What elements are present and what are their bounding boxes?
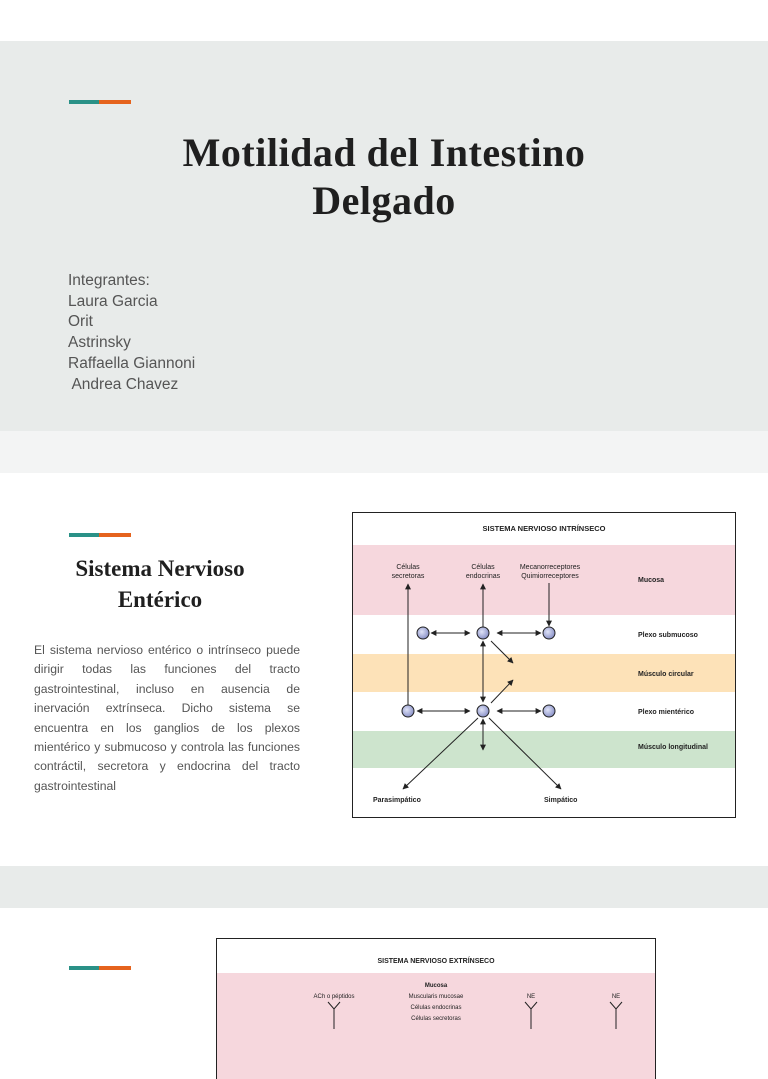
label-cells-endocrine-2: endocrinas [465, 573, 501, 580]
label-simpatico: Simpático [544, 797, 578, 804]
heading-line-1: Sistema Nervioso [75, 556, 245, 581]
layer-label-mucosa: Mucosa [638, 577, 665, 584]
label-cells-secretory: Células [396, 564, 420, 571]
title-line-2: Delgado [312, 178, 456, 223]
accent-bar [69, 533, 131, 537]
slide-enteric-system [0, 473, 768, 866]
diagram-header: SISTEMA NERVIOSO INTRÍNSECO [482, 524, 606, 533]
slide-gap [0, 431, 768, 473]
band-mucosa [353, 545, 735, 615]
intrinsic-nervous-system-diagram [352, 512, 736, 818]
layer-label-submucoso: Plexo submucoso [638, 632, 698, 639]
diagram-svg-2 [217, 939, 655, 1079]
slide-title [0, 41, 768, 431]
diagram-header-2: SISTEMA NERVIOSO EXTRÍNSECO [377, 958, 495, 965]
accent-bar [69, 100, 131, 104]
label-mucosa: Mucosa [424, 983, 448, 989]
label-cells-secretory: Células secretoras [411, 1016, 461, 1022]
slide-gap [0, 866, 768, 908]
label-ne-2: NE [611, 994, 621, 1000]
extrinsic-nervous-system-diagram [216, 938, 656, 1079]
layer-label-mienterico: Plexo mientérico [638, 709, 695, 716]
label-chemoreceptors: Quimiorreceptores [521, 573, 579, 580]
label-parasimpatico: Parasimpático [373, 797, 421, 804]
presentation-title [95, 129, 673, 225]
label-mechanoreceptors: Mecanorreceptores [519, 564, 581, 571]
layer-label-longitudinal: Músculo longitudinal [638, 744, 708, 751]
heading-line-2: Entérico [117, 587, 203, 612]
label-cells-endocrine: Células endocrinas [410, 1005, 462, 1011]
label-ach: ACh o péptidos [313, 994, 355, 1000]
slide-paragraph: El sistema nervioso entérico o intrínseco puede dirigir todas las funciones del tracto gastrointestinal, incluso en ausencia de inervación extrínseca. Dicho sistema se encuentra en los ganglios de los plexos mientérico y submucoso y controla las funciones contráctil, secretora y endocrina del tracto gastrointestinal [34, 643, 300, 793]
slide-heading [40, 553, 280, 615]
title-line-1: Motilidad del Intestino [182, 130, 586, 175]
accent-bar [69, 966, 131, 970]
label-cells-endocrine: Células [471, 564, 495, 571]
slide-extrinsic-system [0, 908, 768, 1024]
label-muscularis: Muscularis mucosae [408, 994, 464, 1000]
diagram-svg [353, 513, 735, 817]
label-ne-1: NE [526, 994, 536, 1000]
layer-label-circular: Músculo circular [638, 671, 694, 678]
label-cells-secretory-2: secretoras [391, 573, 425, 580]
members-list: Integrantes: Laura Garcia Orit Astrinsky Raffaella Giannoni Andrea Chavez [68, 272, 196, 393]
